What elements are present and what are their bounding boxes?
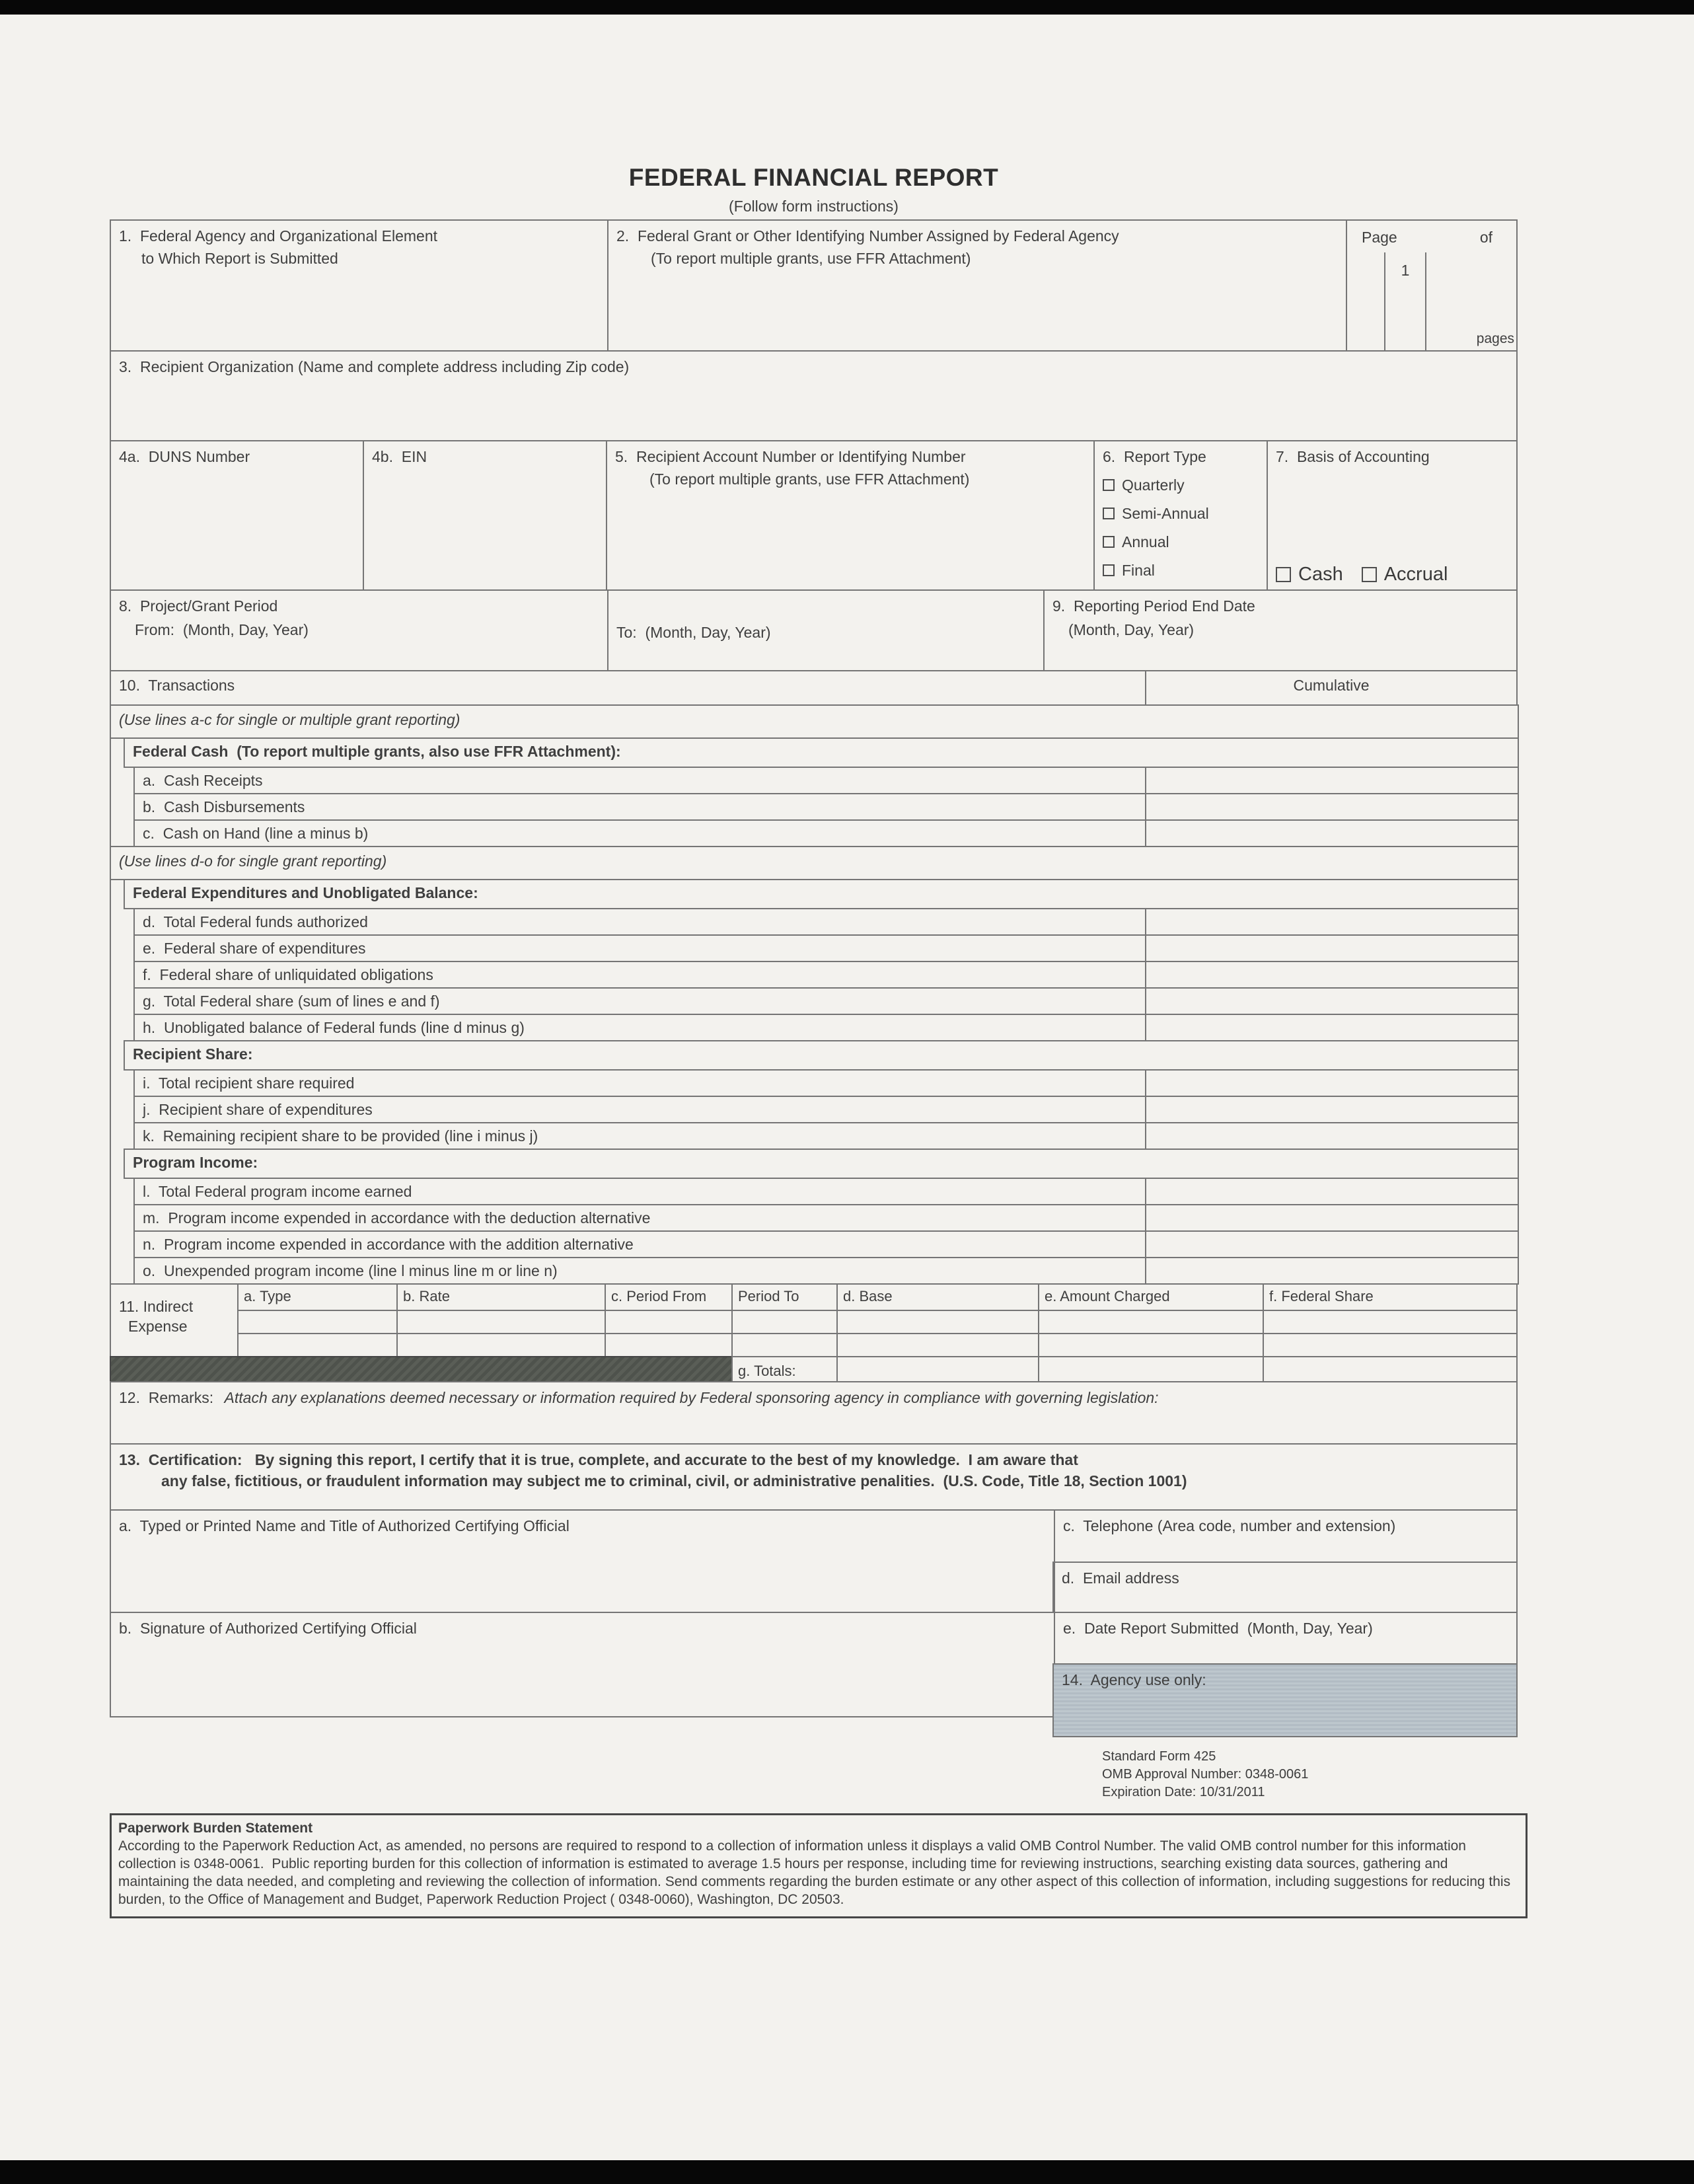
line-e-cumulative-field[interactable]	[1145, 934, 1519, 962]
box6-label: 6. Report Type	[1103, 448, 1206, 465]
box12-note: Attach any explanations deemed necessary or information required by Federal sponsoring agency in compliance with governing legislation:	[224, 1389, 1159, 1406]
box11-grid	[237, 1283, 1518, 1357]
box13-certification-row	[110, 1443, 1518, 1511]
federal-cash-header-row	[111, 737, 1518, 768]
line-g-row	[111, 987, 1518, 1015]
note-lines-ac-text: (Use lines a-c for single or multiple grant reporting)	[119, 711, 460, 728]
form-subtitle: (Follow form instructions)	[729, 198, 899, 215]
box13b-label: b. Signature of Authorized Certifying Official	[119, 1620, 417, 1637]
row-8-9	[110, 589, 1518, 671]
line-l-label-cell	[133, 1178, 1146, 1205]
box11-totals-row	[110, 1356, 1518, 1382]
indent-spacer	[111, 793, 133, 821]
line-c-row	[111, 819, 1518, 847]
note-lines-ac	[110, 704, 1519, 739]
box10-label: 10. Transactions	[119, 677, 235, 694]
omb-approval-number: OMB Approval Number: 0348-0061	[1102, 1767, 1309, 1782]
indent-spacer	[111, 1178, 133, 1205]
line-h-label-cell	[133, 1014, 1146, 1041]
box12-remarks-field[interactable]	[110, 1381, 1518, 1445]
box11-col-amount-charged: e. Amount Charged	[1038, 1283, 1264, 1311]
box13-cert-line2: any false, fictitious, or fraudulent information may subject me to criminal, civil, or administrative penalities. (U.S. Code, Title 18, Section 1001)	[161, 1472, 1187, 1489]
basis-option-accrual	[1362, 564, 1448, 584]
box11-data-row-2	[237, 1333, 1518, 1357]
box9-label-line1: 9. Reporting Period End Date	[1052, 597, 1255, 615]
totals-amount-charged-field[interactable]	[1038, 1356, 1264, 1382]
indent-spacer	[111, 767, 133, 794]
line-n-label-cell	[133, 1230, 1146, 1258]
line-o-label-cell	[133, 1257, 1146, 1285]
box13e-label: e. Date Report Submitted (Month, Day, Year)	[1063, 1620, 1373, 1637]
row-3	[110, 350, 1518, 441]
indent-spacer	[111, 1257, 133, 1285]
recipient-share-section-header	[124, 1040, 1519, 1071]
note-lines-ac-row	[111, 704, 1518, 739]
indent-spacer	[111, 908, 133, 936]
indent-spacer	[111, 819, 133, 847]
indent-spacer	[111, 987, 133, 1015]
box2-grant-number-field[interactable]	[607, 219, 1347, 352]
report-type-option-semiannual	[1103, 504, 1259, 523]
line-f-label-cell	[133, 961, 1146, 989]
box2-label-line2: (To report multiple grants, use FFR Attachment)	[651, 250, 971, 267]
box13a-label: a. Typed or Printed Name and Title of Authorized Certifying Official	[119, 1517, 570, 1534]
line-m-label: m. Program income expended in accordance with the deduction alternative	[143, 1209, 651, 1226]
cumulative-label: Cumulative	[1293, 677, 1370, 694]
accrual-checkbox[interactable]	[1362, 567, 1377, 582]
line-b-label-cell	[133, 793, 1146, 821]
indent-spacer	[111, 1069, 133, 1097]
box7-basis-of-accounting	[1267, 440, 1518, 591]
basis-option-cash	[1276, 564, 1343, 584]
box13-e14-column	[1054, 1612, 1518, 1737]
standard-form-number: Standard Form 425	[1102, 1749, 1216, 1764]
line-a-row	[111, 767, 1518, 794]
final-label: Final	[1122, 562, 1155, 579]
line-m-label-cell	[133, 1204, 1146, 1232]
line-a-cumulative-field[interactable]	[1145, 767, 1519, 794]
basis-options	[1276, 564, 1448, 584]
box13a-name-title-field[interactable]	[110, 1509, 1055, 1613]
box11-label-line1: 11. Indirect	[119, 1298, 194, 1315]
line-n-label: n. Program income expended in accordance with the addition alternative	[143, 1236, 634, 1253]
indirect-type-field[interactable]	[237, 1333, 398, 1357]
federal-financial-report-form	[110, 219, 1518, 1737]
line-b-row	[111, 793, 1518, 821]
indirect-period-to-field[interactable]	[731, 1333, 838, 1357]
box10-transactions-header	[110, 670, 1146, 706]
line-d-label: d. Total Federal funds authorized	[143, 913, 368, 930]
note-lines-do-row	[111, 846, 1518, 880]
annual-label: Annual	[1122, 533, 1169, 550]
scan-artifact-bottom-bar	[0, 2160, 1694, 2184]
line-o-label: o. Unexpended program income (line l minus line m or line n)	[143, 1262, 558, 1279]
line-f-row	[111, 961, 1518, 989]
line-h-label: h. Unobligated balance of Federal funds (line d minus g)	[143, 1019, 525, 1036]
line-d-label-cell	[133, 908, 1146, 936]
line-d-cumulative-field[interactable]	[1145, 908, 1519, 936]
indent-spacer	[111, 934, 133, 962]
quarterly-label: Quarterly	[1122, 476, 1185, 494]
line-f-label: f. Federal share of unliquidated obligations	[143, 966, 433, 983]
totals-base-field[interactable]	[836, 1356, 1039, 1382]
line-j-label: j. Recipient share of expenditures	[143, 1101, 373, 1118]
line-c-label-cell	[133, 819, 1146, 847]
box11-col-base: d. Base	[836, 1283, 1039, 1311]
indirect-rate-field[interactable]	[396, 1333, 606, 1357]
page-label: Page	[1362, 229, 1397, 246]
line-k-cumulative-field[interactable]	[1145, 1122, 1519, 1150]
indent-spacer	[111, 1014, 133, 1041]
line-h-cumulative-field[interactable]	[1145, 1014, 1519, 1041]
line-g-label-cell	[133, 987, 1146, 1015]
row-4-7	[110, 440, 1518, 591]
program-income-header-row	[111, 1148, 1518, 1179]
box11-indirect-expense	[110, 1283, 1518, 1357]
indirect-type-field[interactable]	[237, 1310, 398, 1334]
of-label: of	[1479, 229, 1492, 246]
totals-federal-share-field[interactable]	[1263, 1356, 1518, 1382]
box1-label-line2: to Which Report is Submitted	[141, 250, 338, 267]
line-i-label: i. Total recipient share required	[143, 1074, 355, 1092]
totals-shaded-bar	[110, 1356, 733, 1382]
box8-period-from-field[interactable]	[110, 589, 608, 671]
box13-cert-line1: 13. Certification: By signing this report, I certify that it is true, complete, and accurate to the best of my knowledge. I am aware that	[119, 1451, 1078, 1468]
line-a-label-cell	[133, 767, 1146, 794]
burden-title: Paperwork Burden Statement	[118, 1821, 313, 1836]
final-checkbox[interactable]	[1103, 564, 1115, 576]
indent-spacer	[111, 961, 133, 989]
page-box	[1346, 219, 1518, 352]
box8-to-label: To: (Month, Day, Year)	[616, 624, 771, 641]
scan-artifact-top-bar	[0, 0, 1694, 15]
pages-label: pages	[1476, 331, 1514, 346]
indirect-period-from-field[interactable]	[605, 1310, 733, 1334]
box7-label: 7. Basis of Accounting	[1276, 448, 1430, 465]
program-income-section-header	[124, 1148, 1519, 1179]
semi-annual-checkbox[interactable]	[1103, 508, 1115, 519]
box4a-label: 4a. DUNS Number	[119, 448, 250, 465]
cumulative-column-header	[1145, 670, 1518, 706]
line-o-row	[111, 1257, 1518, 1285]
box13-cd-column	[1054, 1509, 1518, 1613]
cash-checkbox[interactable]	[1276, 567, 1291, 582]
quarterly-checkbox[interactable]	[1103, 479, 1115, 491]
line-l-row	[111, 1178, 1518, 1205]
box13b-signature-field[interactable]	[110, 1612, 1055, 1717]
federal-expenditures-header-row	[111, 879, 1518, 909]
box5-label-line2: (To report multiple grants, use FFR Attachment)	[649, 471, 970, 488]
box11-label-cell	[110, 1283, 239, 1357]
box13-certification-statement	[110, 1443, 1518, 1511]
indent-spacer	[111, 1096, 133, 1123]
box14-label: 14. Agency use only:	[1062, 1671, 1206, 1688]
box3-label: 3. Recipient Organization (Name and complete address including Zip code)	[119, 358, 630, 375]
report-type-option-annual	[1103, 532, 1259, 552]
row-1	[110, 219, 1518, 352]
line-o-cumulative-field[interactable]	[1145, 1257, 1519, 1285]
box11-col-type: a. Type	[237, 1283, 398, 1311]
paperwork-burden-statement	[110, 1813, 1528, 1918]
line-e-label: e. Federal share of expenditures	[143, 940, 366, 957]
line-k-label-cell	[133, 1122, 1146, 1150]
note-lines-do-text: (Use lines d-o for single grant reporting)	[119, 852, 387, 870]
indent-spacer	[111, 879, 124, 909]
burden-text: According to the Paperwork Reduction Act, as amended, no persons are required to respond to a collection of information unless it displays a valid OMB Control Number. The valid OMB control number for this information collection is 0348-0061. Public reporting burden for this collection of information is estimated to average 1.5 hours per response, including time for reviewing instructions, searching existing data sources, gathering and maintaining the data needed, and completing and reviewing the collection of information. Send comments regarding the burden estimate or any other aspect of this collection of information, including suggestions for reducing this burden, to the Office of Management and Budget, Paperwork Reduction Project ( 0348-0060), Washington, DC 20503.	[118, 1838, 1514, 1907]
indent-spacer	[111, 737, 124, 768]
program-income-header-text: Program Income:	[133, 1154, 258, 1171]
form-title: FEDERAL FINANCIAL REPORT	[628, 164, 999, 191]
page-number-field[interactable]	[1384, 252, 1426, 350]
box4b-ein-field[interactable]	[363, 440, 607, 591]
line-l-cumulative-field[interactable]	[1145, 1178, 1519, 1205]
indirect-rate-field[interactable]	[396, 1310, 606, 1334]
box1-federal-agency-field[interactable]	[110, 219, 608, 352]
recipient-share-header-row	[111, 1040, 1518, 1071]
line-j-cumulative-field[interactable]	[1145, 1096, 1519, 1123]
line-a-label: a. Cash Receipts	[143, 772, 263, 789]
box8-label: 8. Project/Grant Period	[119, 597, 278, 615]
box6-report-type	[1093, 440, 1268, 591]
transactions-section	[110, 704, 1518, 1285]
line-n-cumulative-field[interactable]	[1145, 1230, 1519, 1258]
indent-spacer	[111, 1204, 133, 1232]
box11-header-row	[237, 1283, 1518, 1311]
box3-recipient-organization-field[interactable]	[110, 350, 1518, 441]
report-type-option-final	[1103, 560, 1259, 580]
annual-checkbox[interactable]	[1103, 536, 1115, 548]
line-g-cumulative-field[interactable]	[1145, 987, 1519, 1015]
expiration-date: Expiration Date: 10/31/2011	[1102, 1785, 1265, 1799]
box8-period-to-field[interactable]	[607, 589, 1045, 671]
indirect-federal-share-field[interactable]	[1263, 1310, 1518, 1334]
indirect-period-from-field[interactable]	[605, 1333, 733, 1357]
indirect-base-field[interactable]	[836, 1310, 1039, 1334]
box13-acd-row	[110, 1509, 1518, 1613]
box13e-date-submitted-field[interactable]	[1054, 1612, 1518, 1665]
note-lines-do	[110, 846, 1519, 880]
indirect-period-to-field[interactable]	[731, 1310, 838, 1334]
box13d-label: d. Email address	[1062, 1569, 1179, 1587]
line-b-cumulative-field[interactable]	[1145, 793, 1519, 821]
federal-expenditures-section-header	[124, 879, 1519, 909]
line-g-label: g. Total Federal share (sum of lines e and f)	[143, 993, 440, 1010]
box11-col-federal-share: f. Federal Share	[1263, 1283, 1518, 1311]
box11-data-row-1	[237, 1310, 1518, 1334]
line-k-label: k. Remaining recipient share to be provided (line i minus j)	[143, 1127, 538, 1145]
indent-spacer	[111, 1122, 133, 1150]
box11-col-period-from: c. Period From	[605, 1283, 733, 1311]
box2-label-line1: 2. Federal Grant or Other Identifying Number Assigned by Federal Agency	[616, 227, 1119, 245]
page-number-value: 1	[1401, 262, 1410, 279]
indirect-amount-charged-field[interactable]	[1038, 1333, 1264, 1357]
line-f-cumulative-field[interactable]	[1145, 961, 1519, 989]
row-10-header	[110, 670, 1518, 706]
form-header	[110, 0, 1518, 215]
box13c-telephone-field[interactable]	[1054, 1509, 1518, 1563]
accrual-label: Accrual	[1383, 564, 1448, 585]
line-k-row	[111, 1122, 1518, 1150]
line-m-row	[111, 1204, 1518, 1232]
line-e-row	[111, 934, 1518, 962]
box13c-label: c. Telephone (Area code, number and extension)	[1063, 1517, 1396, 1534]
indent-spacer	[111, 1148, 124, 1179]
line-i-label-cell	[133, 1069, 1146, 1097]
recipient-share-header-text: Recipient Share:	[133, 1045, 253, 1063]
indirect-base-field[interactable]	[836, 1333, 1039, 1357]
line-c-cumulative-field[interactable]	[1145, 819, 1519, 847]
indent-spacer	[111, 1040, 124, 1071]
line-j-label-cell	[133, 1096, 1146, 1123]
report-type-option-quarterly	[1103, 475, 1259, 495]
box9-reporting-period-end-field[interactable]	[1043, 589, 1518, 671]
form-id-block	[1102, 1748, 1694, 1801]
line-b-label: b. Cash Disbursements	[143, 798, 305, 815]
line-d-row	[111, 908, 1518, 936]
federal-expenditures-header-text: Federal Expenditures and Unobligated Balance:	[133, 884, 478, 901]
line-i-row	[111, 1069, 1518, 1097]
box12-remarks-row	[110, 1381, 1518, 1445]
totals-label-cell: g. Totals:	[731, 1356, 838, 1382]
box4a-duns-field[interactable]	[110, 440, 364, 591]
box5-recipient-account-field[interactable]	[606, 440, 1095, 591]
line-i-cumulative-field[interactable]	[1145, 1069, 1519, 1097]
semi-annual-label: Semi-Annual	[1122, 505, 1209, 522]
indent-spacer	[111, 1230, 133, 1258]
box14-agency-use-only	[1052, 1663, 1518, 1737]
federal-cash-section-header	[124, 737, 1519, 768]
line-h-row	[111, 1014, 1518, 1041]
indirect-federal-share-field[interactable]	[1263, 1333, 1518, 1357]
box13-be14-row	[110, 1612, 1518, 1737]
box1-label-line1: 1. Federal Agency and Organizational Element	[119, 227, 438, 245]
box9-label-line2: (Month, Day, Year)	[1068, 621, 1195, 638]
box4b-label: 4b. EIN	[372, 448, 427, 465]
box5-label-line1: 5. Recipient Account Number or Identifying Number	[615, 448, 966, 465]
box12-label: 12. Remarks:	[119, 1389, 214, 1406]
line-j-row	[111, 1096, 1518, 1123]
line-l-label: l. Total Federal program income earned	[143, 1183, 412, 1200]
line-m-cumulative-field[interactable]	[1145, 1204, 1519, 1232]
box8-from-label: From: (Month, Day, Year)	[135, 621, 309, 638]
box13d-email-field[interactable]	[1052, 1562, 1518, 1613]
cash-label: Cash	[1298, 564, 1343, 585]
line-n-row	[111, 1230, 1518, 1258]
indirect-amount-charged-field[interactable]	[1038, 1310, 1264, 1334]
box11-col-rate: b. Rate	[396, 1283, 606, 1311]
federal-cash-header-text: Federal Cash (To report multiple grants, also use FFR Attachment):	[133, 743, 621, 760]
box11-label-line2: Expense	[128, 1318, 188, 1335]
line-c-label: c. Cash on Hand (line a minus b)	[143, 825, 369, 842]
box11-col-period-to: Period To	[731, 1283, 838, 1311]
line-e-label-cell	[133, 934, 1146, 962]
